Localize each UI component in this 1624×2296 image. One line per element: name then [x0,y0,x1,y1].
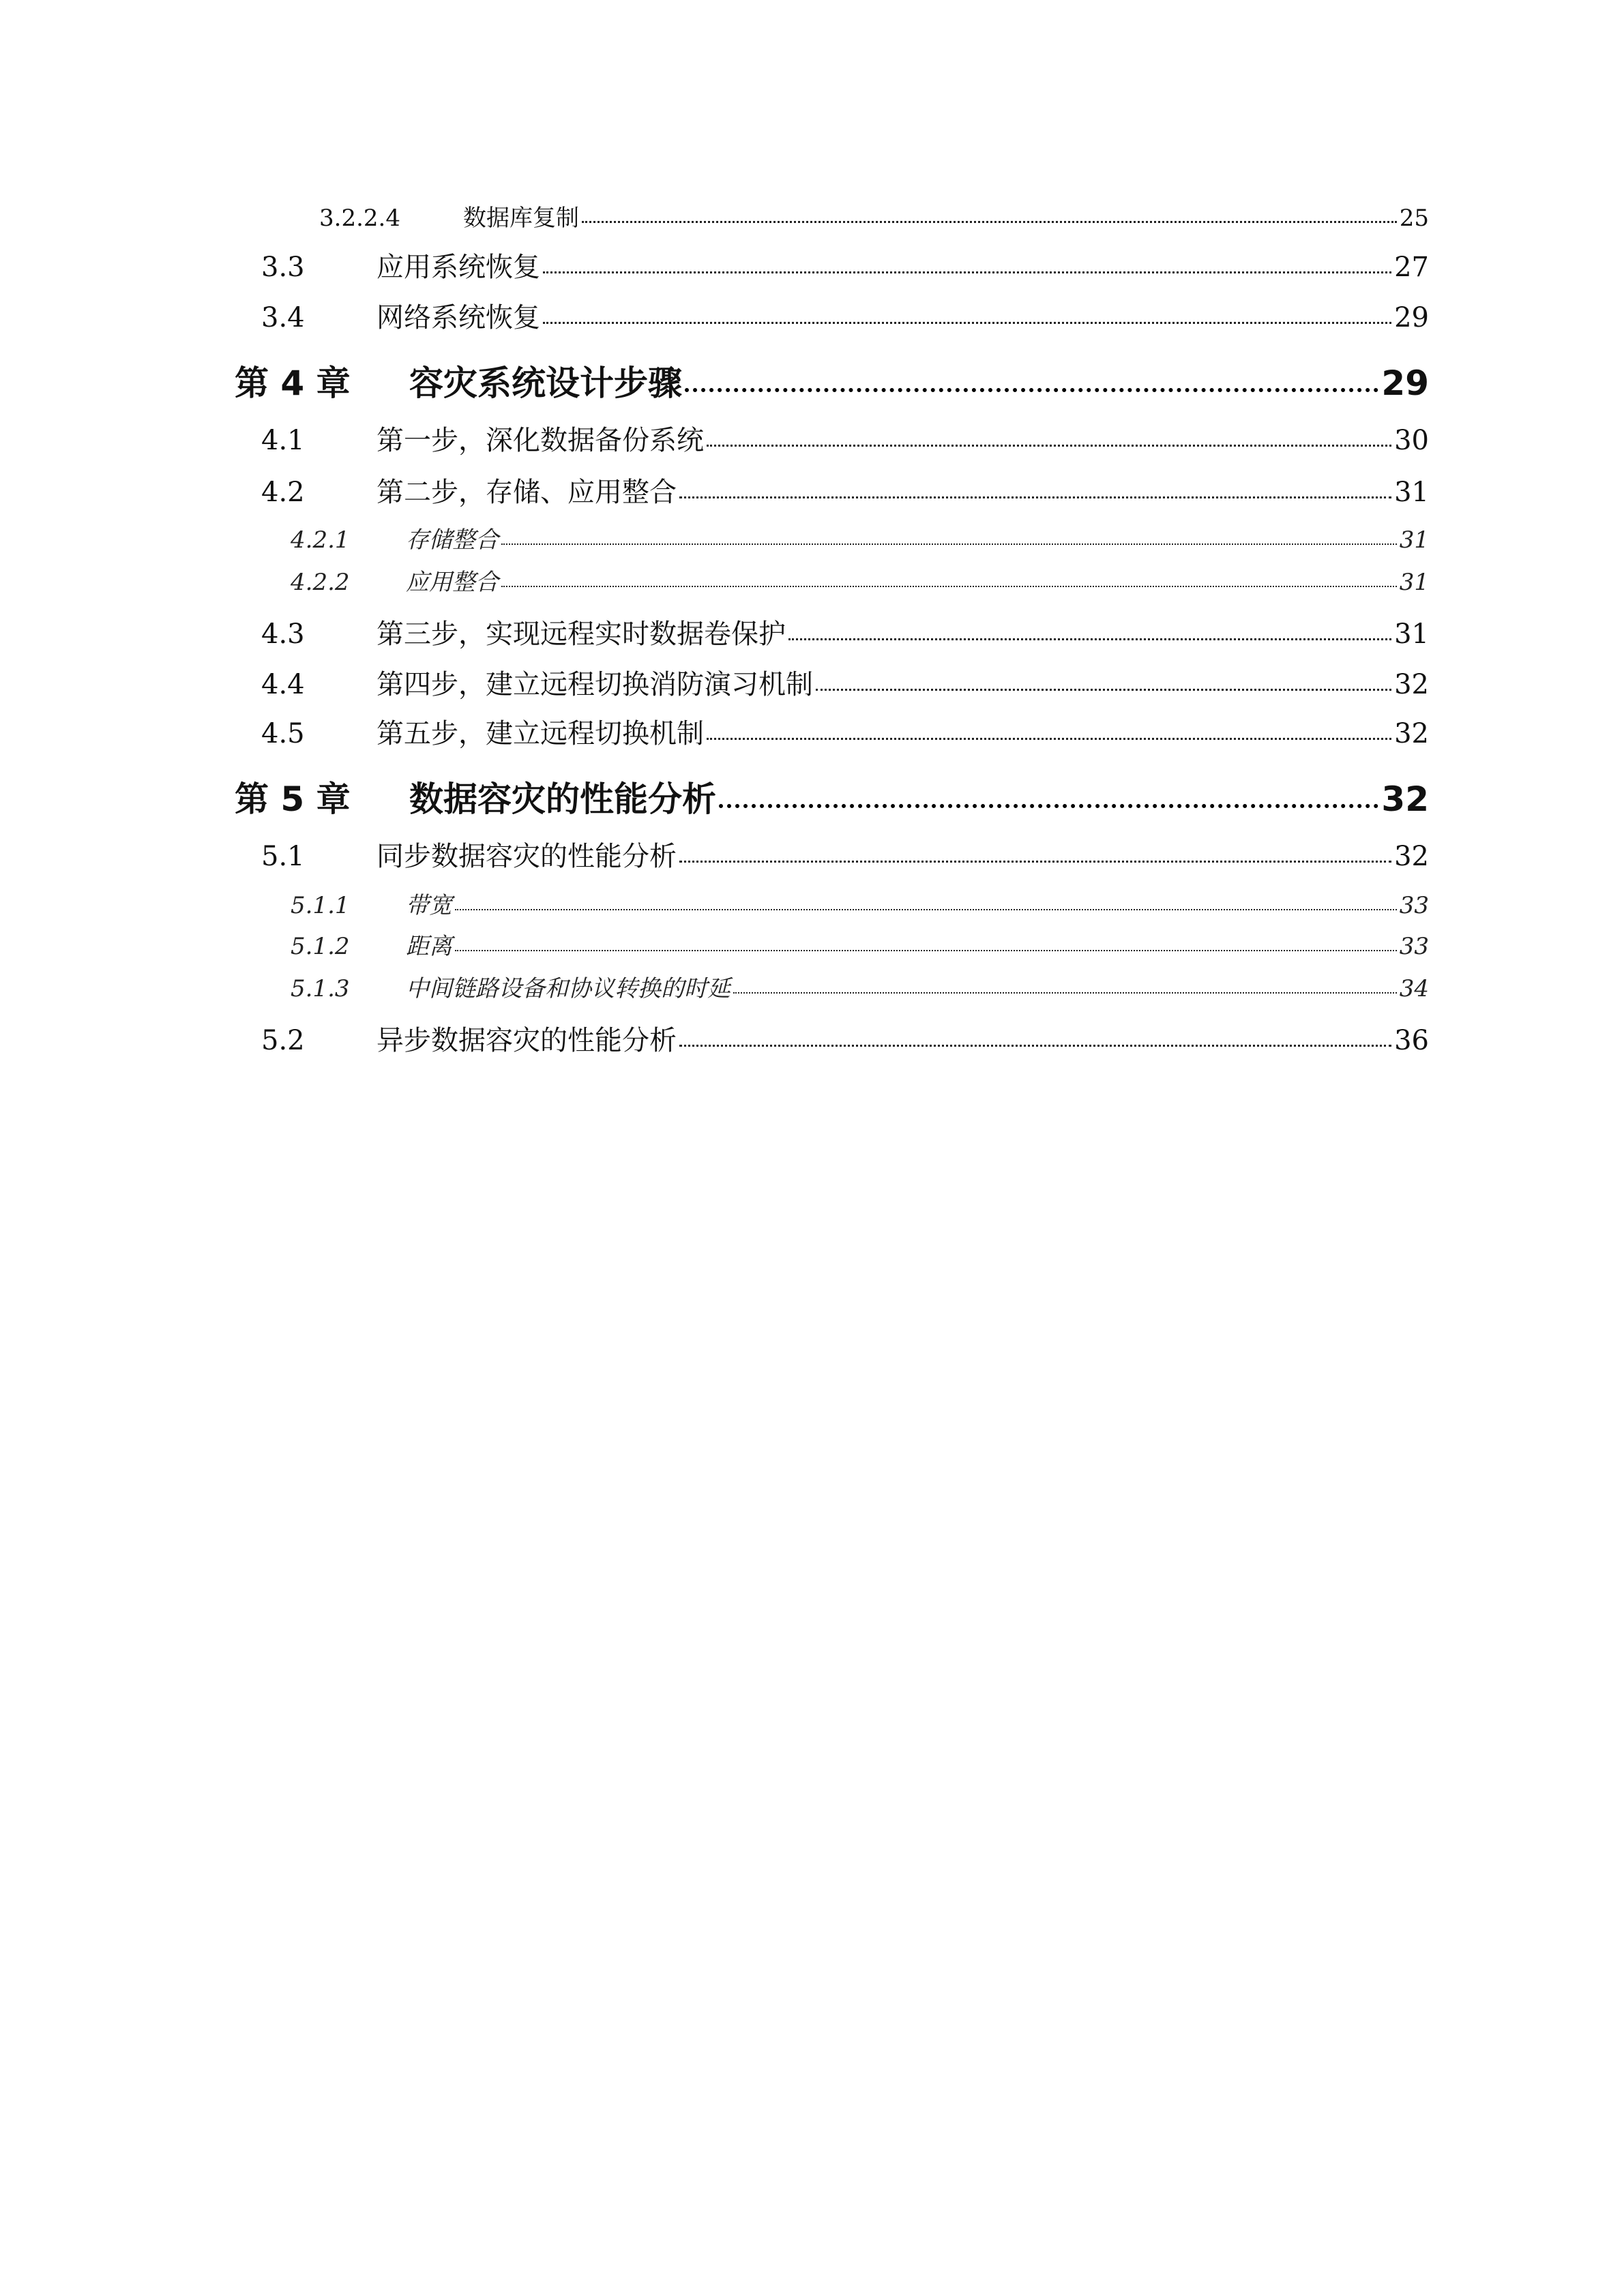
dot-leader [679,496,1391,498]
toc-entry-title: 同步数据容灾的性能分析 [377,841,677,872]
toc-entry-page: 25 [1399,205,1429,232]
dot-leader [707,445,1391,447]
toc-entry-title: 第五步，建立远程切换机制 [377,718,704,749]
dot-leader [679,861,1391,863]
toc-entry-page: 33 [1399,892,1429,919]
toc-entry-number: 4.5 [261,718,305,749]
toc-entry-number: 第 5 章 [235,779,351,819]
toc-entry-title: 容灾系统设计步骤 [409,363,682,403]
toc-entry-page: 36 [1394,1025,1429,1056]
toc-chapter-entry[interactable] [235,356,1429,405]
dot-leader [816,689,1391,691]
toc-entry-number: 3.2.2.4 [319,205,400,232]
dot-leader [719,804,1378,808]
toc-entry-page: 34 [1399,975,1429,1002]
dot-leader [543,322,1391,324]
dot-leader [582,221,1397,223]
toc-entry-number: 3.4 [261,302,305,333]
toc-entry[interactable] [291,886,1429,920]
toc-entry-title: 数据库复制 [463,205,579,232]
toc-entry-title: 存储整合 [406,526,499,554]
dot-leader [543,271,1391,273]
toc-entry-title: 网络系统恢复 [377,302,540,333]
dot-leader [707,738,1391,740]
toc-entry-number: 5.1.3 [291,975,350,1002]
toc-entry[interactable] [291,521,1429,554]
toc-entry-title: 中间链路设备和协议转换的时延 [406,975,730,1002]
toc-entry-page: 33 [1399,933,1429,960]
toc-entry-number: 4.2.2 [291,569,350,596]
toc-entry-title: 应用整合 [406,569,499,596]
toc-entry-title: 第三步，实现远程实时数据卷保护 [377,618,786,650]
toc-entry[interactable] [291,970,1429,1003]
toc-entry[interactable] [261,612,1429,651]
toc-entry-page: 32 [1394,718,1429,749]
toc-entry-title: 数据容灾的性能分析 [409,779,716,819]
toc-entry[interactable] [261,712,1429,751]
toc-entry-page: 29 [1394,302,1429,333]
dot-leader [455,950,1397,951]
toc-entry-number: 3.3 [261,252,305,283]
toc-entry-title: 应用系统恢复 [377,252,540,283]
toc-entry-number: 5.2 [261,1025,305,1056]
toc-entry-page: 32 [1394,669,1429,700]
dot-leader [788,638,1391,640]
toc-entry[interactable] [261,1019,1429,1058]
dot-leader [501,586,1397,587]
dot-leader [685,388,1378,392]
toc-entry-number: 4.4 [261,669,305,700]
toc-entry-number: 4.2.1 [291,526,350,554]
toc-entry-number: 第 4 章 [235,363,351,403]
toc-entry-title: 第二步，存储、应用整合 [377,477,677,508]
toc-entry-number: 5.1.2 [291,933,350,960]
toc-entry-number: 4.1 [261,425,305,456]
toc-entry-page: 30 [1394,425,1429,456]
toc-entry-page: 29 [1381,363,1429,403]
dot-leader [733,992,1397,994]
toc-entry-number: 4.2 [261,477,305,508]
toc-entry[interactable] [261,835,1429,874]
toc-entry-title: 异步数据容灾的性能分析 [377,1025,677,1056]
toc-entry-page: 32 [1381,779,1429,819]
toc-entry-title: 第四步，建立远程切换消防演习机制 [377,669,813,700]
toc-entry-page: 31 [1394,477,1429,508]
toc-entry-number: 5.1.1 [291,892,350,919]
dot-leader [455,909,1397,910]
toc-entry[interactable] [261,471,1429,509]
toc-entry-title: 第一步，深化数据备份系统 [377,425,704,456]
toc-entry-page: 27 [1394,252,1429,283]
toc-entry-number: 5.1 [261,841,305,872]
toc-entry[interactable] [291,927,1429,961]
toc-entry[interactable] [261,419,1429,458]
toc-entry[interactable] [261,245,1429,284]
toc-entry-page: 32 [1394,841,1429,872]
toc-entry[interactable] [261,663,1429,702]
toc-entry-title: 带宽 [406,892,452,919]
toc-entry[interactable] [319,199,1429,233]
toc-entry-page: 31 [1399,526,1429,554]
toc-entry-page: 31 [1394,618,1429,650]
dot-leader [679,1045,1391,1047]
toc-chapter-entry[interactable] [235,772,1429,821]
toc-entry[interactable] [291,563,1429,597]
dot-leader [501,543,1397,545]
toc-entry-number: 4.3 [261,618,305,650]
toc-entry-page: 31 [1399,569,1429,596]
toc-entry-title: 距离 [406,933,452,960]
toc-entry[interactable] [261,296,1429,335]
